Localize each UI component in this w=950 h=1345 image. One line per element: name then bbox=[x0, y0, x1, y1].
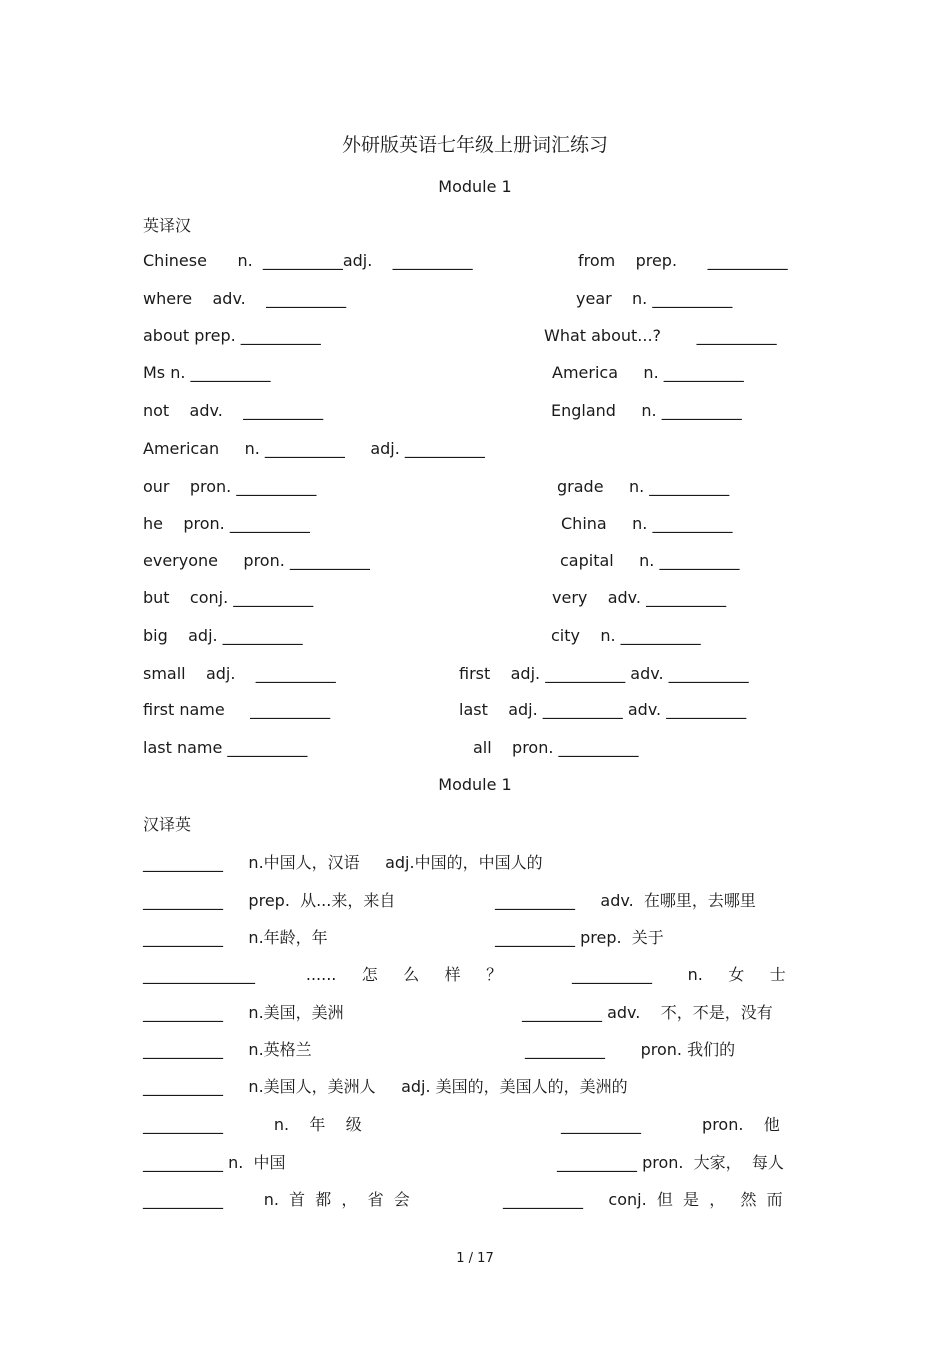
vocab-left: about prep. __________ bbox=[143, 326, 321, 345]
vocab-row bbox=[0, 626, 950, 650]
vocab-left: __________ n.美国人，美洲人 adj. 美国的，美国人的，美洲的 bbox=[143, 1077, 628, 1096]
vocab-left: but conj. __________ bbox=[143, 588, 314, 607]
section-heading: 英译汉 bbox=[143, 216, 192, 235]
vocab-row bbox=[0, 551, 950, 575]
section-heading: 汉译英 bbox=[143, 815, 192, 834]
vocab-row bbox=[0, 850, 950, 874]
vocab-right: __________ adv. 不，不是，没有 bbox=[522, 1003, 773, 1022]
vocab-row bbox=[0, 1187, 950, 1211]
vocab-row bbox=[0, 401, 950, 425]
vocab-right: China n. __________ bbox=[561, 514, 733, 533]
vocab-left: __________ n. 首 都 ， 省 会 bbox=[143, 1190, 410, 1209]
vocab-row bbox=[0, 588, 950, 612]
vocab-left: first name __________ bbox=[143, 700, 331, 719]
vocab-left: not adv. __________ bbox=[143, 401, 324, 420]
vocab-right: first adj. __________ adv. __________ bbox=[459, 664, 749, 683]
vocab-right: __________ conj. 但 是 ， 然 而 bbox=[503, 1190, 783, 1209]
vocab-left: where adv. __________ bbox=[143, 289, 347, 308]
vocab-right: all pron. __________ bbox=[473, 738, 639, 757]
vocab-left: American n. __________ adj. __________ bbox=[143, 439, 485, 458]
vocab-left: __________ n. 年 级 bbox=[143, 1115, 362, 1134]
vocab-right: capital n. __________ bbox=[560, 551, 740, 570]
vocab-row bbox=[0, 514, 950, 538]
vocab-right: __________ adv. 在哪里，去哪里 bbox=[495, 891, 756, 910]
vocab-left: __________ n. 中国 bbox=[143, 1153, 286, 1172]
vocab-left: __________ prep. 从...来，来自 bbox=[143, 891, 396, 910]
vocab-left: ______________ ...... 怎 么 样 ？ bbox=[143, 965, 503, 984]
vocab-row bbox=[0, 1074, 950, 1098]
vocab-row bbox=[0, 925, 950, 949]
vocab-row bbox=[0, 439, 950, 463]
document-title: 外研版英语七年级上册词汇练习 bbox=[341, 134, 608, 156]
vocab-row bbox=[0, 289, 950, 313]
module-heading: Module 1 bbox=[438, 177, 512, 196]
vocab-right: __________ pron. 他 bbox=[561, 1115, 780, 1134]
vocab-left: big adj. __________ bbox=[143, 626, 303, 645]
vocab-left: __________ n.美国，美洲 bbox=[143, 1003, 344, 1022]
vocab-left: Ms n. __________ bbox=[143, 363, 271, 382]
vocab-row bbox=[0, 738, 950, 762]
vocab-row bbox=[0, 251, 950, 275]
vocab-left: everyone pron. __________ bbox=[143, 551, 370, 570]
vocab-right: last adj. __________ adv. __________ bbox=[459, 700, 747, 719]
vocab-right: from prep. __________ bbox=[578, 251, 788, 270]
vocab-row bbox=[0, 1037, 950, 1061]
vocab-left: small adj. __________ bbox=[143, 664, 336, 683]
vocab-right: What about...? __________ bbox=[544, 326, 777, 345]
vocab-row bbox=[0, 1112, 950, 1136]
vocab-row bbox=[0, 363, 950, 387]
page-number: 1 / 17 bbox=[456, 1251, 494, 1266]
vocab-row bbox=[0, 888, 950, 912]
vocab-left: __________ n.中国人，汉语 adj.中国的，中国人的 bbox=[143, 853, 543, 872]
vocab-left: Chinese n. __________adj. __________ bbox=[143, 251, 473, 270]
vocab-right: __________ pron. 我们的 bbox=[525, 1040, 736, 1059]
vocab-left: __________ n.年龄，年 bbox=[143, 928, 328, 947]
module-heading: Module 1 bbox=[438, 775, 512, 794]
vocab-row bbox=[0, 1000, 950, 1024]
vocab-row bbox=[0, 326, 950, 350]
vocab-left: __________ n.英格兰 bbox=[143, 1040, 312, 1059]
vocab-right: very adv. __________ bbox=[552, 588, 727, 607]
vocab-left: our pron. __________ bbox=[143, 477, 317, 496]
vocab-right: England n. __________ bbox=[551, 401, 742, 420]
vocab-right: grade n. __________ bbox=[557, 477, 730, 496]
vocab-right: America n. __________ bbox=[552, 363, 744, 382]
vocab-right: __________ pron. 大家， 每人 bbox=[557, 1153, 784, 1172]
vocab-row bbox=[0, 962, 950, 986]
vocab-row bbox=[0, 664, 950, 688]
vocab-row bbox=[0, 477, 950, 501]
vocab-left: he pron. __________ bbox=[143, 514, 310, 533]
vocab-left: last name __________ bbox=[143, 738, 308, 757]
vocab-right: __________ prep. 关于 bbox=[495, 928, 664, 947]
vocab-row bbox=[0, 1150, 950, 1174]
vocab-right: city n. __________ bbox=[551, 626, 701, 645]
vocab-right: year n. __________ bbox=[576, 289, 733, 308]
vocab-right: __________ n. 女 士 bbox=[572, 965, 786, 984]
vocab-row bbox=[0, 700, 950, 724]
